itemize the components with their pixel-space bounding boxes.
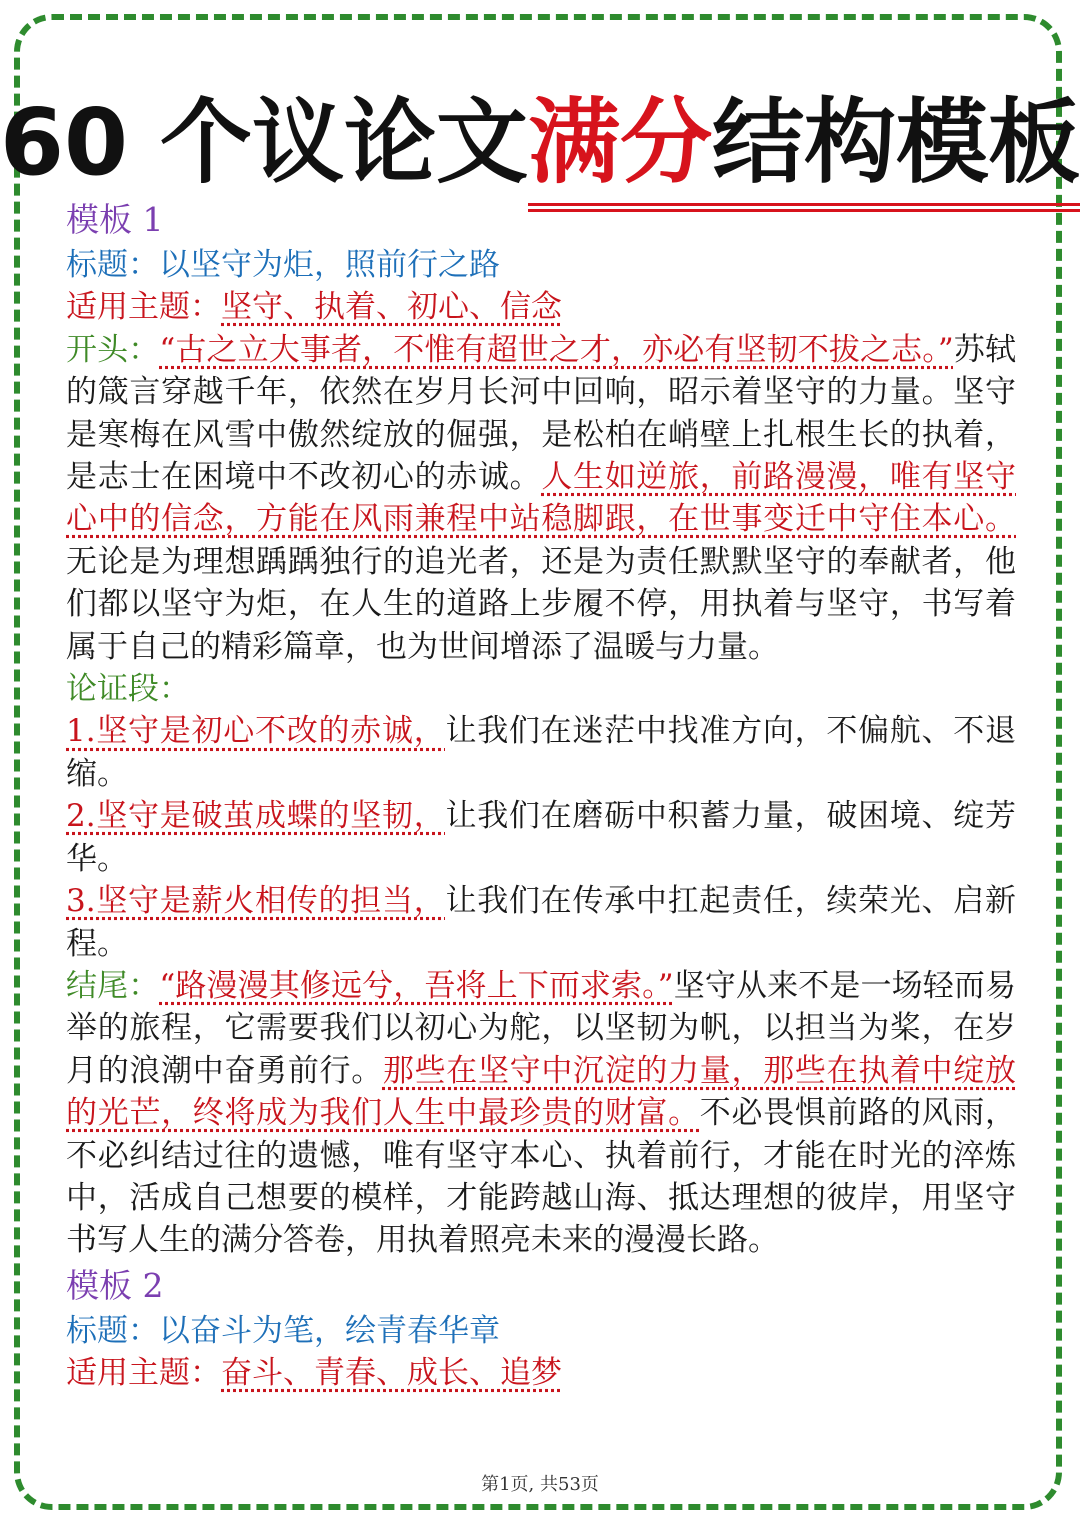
opening-paragraph — [66, 329, 1016, 668]
template-1-title-line — [66, 244, 1016, 286]
title-prefix: 60 个议论文 — [0, 89, 529, 196]
point-lead: 3.坚守是薪火相传的担当， — [66, 883, 446, 920]
theme-text: 奋斗、青春、成长、追梦 — [221, 1355, 562, 1392]
opening-text-1: 苏轼的箴言穿越千年，依然在岁月长河中回响，昭示着坚守的力量。坚守是寒梅在风雪中傲然绽放的倔强，是松柏在峭壁上扎根生长的执着，是志士在困境中不改初心的赤诚。 — [66, 331, 1017, 496]
title-label: 标题： — [66, 247, 159, 283]
point-rest: 让我们在迷茫中找准方向，不偏航、不退缩。 — [66, 713, 1017, 792]
title-suffix: 结构模板 — [712, 89, 1080, 196]
opening-text-2: 无论是为理想踽踽独行的追光者，还是为责任默默坚守的奉献者，他们都以坚守为炬，在人生的道路上步履不停，用执着与坚守，书写着属于自己的精彩篇章，也为世间增添了温暖与力量。 — [66, 543, 1016, 665]
theme-text: 坚守、执着、初心、信念 — [221, 289, 562, 326]
ending-quote: “路漫漫其修远兮，吾将上下而求索。” — [159, 967, 674, 1004]
opening-quote: “古之立大事者，不惟有超世之才，亦必有坚韧不拔之志。” — [159, 331, 954, 368]
ending-paragraph — [66, 965, 1016, 1262]
title-highlight: 满分 — [528, 89, 713, 196]
document-body — [66, 196, 1016, 1395]
template-2-heading: 模板 2 — [66, 1265, 164, 1305]
point-lead: 2.坚守是破茧成蝶的坚韧， — [66, 798, 446, 835]
template-1-theme-line — [66, 286, 1016, 328]
theme-label: 适用主题： — [66, 289, 221, 326]
argument-point-3 — [66, 880, 1016, 965]
template-2-theme-line — [66, 1352, 1016, 1394]
title-text: 以坚守为炬，照前行之路 — [159, 247, 500, 283]
template-1-heading: 模板 1 — [66, 200, 164, 239]
opening-highlight: 人生如逆旅，前路漫漫，唯有坚守心中的信念，方能在风雨兼程中站稳脚跟，在世事变迁中守住本心。 — [66, 459, 1016, 538]
ending-label: 结尾： — [66, 967, 160, 1004]
theme-label: 适用主题： — [66, 1355, 221, 1392]
point-lead: 1.坚守是初心不改的赤诚， — [66, 713, 446, 750]
title-label: 标题： — [66, 1312, 159, 1349]
title-text: 以奋斗为笔，绘青春华章 — [159, 1312, 500, 1349]
ending-highlight: 那些在坚守中沉淀的力量，那些在执着中绽放的光芒，终将成为我们人生中最珍贵的财富。 — [66, 1052, 1017, 1132]
template-2-title-line — [66, 1310, 1016, 1352]
page-number: 第1页, 共53页 — [481, 1474, 599, 1495]
opening-label: 开头： — [66, 331, 160, 368]
argument-point-2 — [66, 795, 1016, 880]
ending-text-1: 坚守从来不是一场轻而易举的旅程，它需要我们以初心为舵，以坚韧为帆，以担当为桨，在岁月的浪潮中奋勇前行。 — [66, 967, 1017, 1089]
argument-point-1 — [66, 710, 1016, 795]
point-rest: 让我们在传承中扛起责任，续荣光、启新程。 — [66, 883, 1017, 962]
argument-label: 论证段： — [66, 671, 190, 708]
page-title — [0, 88, 1080, 198]
ending-text-2: 不必畏惧前路的风雨，不必纠结过往的遗憾，唯有坚守本心、执着前行，才能在时光的淬炼中，活成自己想要的模样，才能跨越山海、抵达理想的彼岸，用坚守书写人生的满分答卷，用执着照亮未来的漫漫长路。 — [66, 1095, 1017, 1259]
point-rest: 让我们在磨砺中积蓄力量，破困境、绽芳华。 — [66, 798, 1017, 877]
